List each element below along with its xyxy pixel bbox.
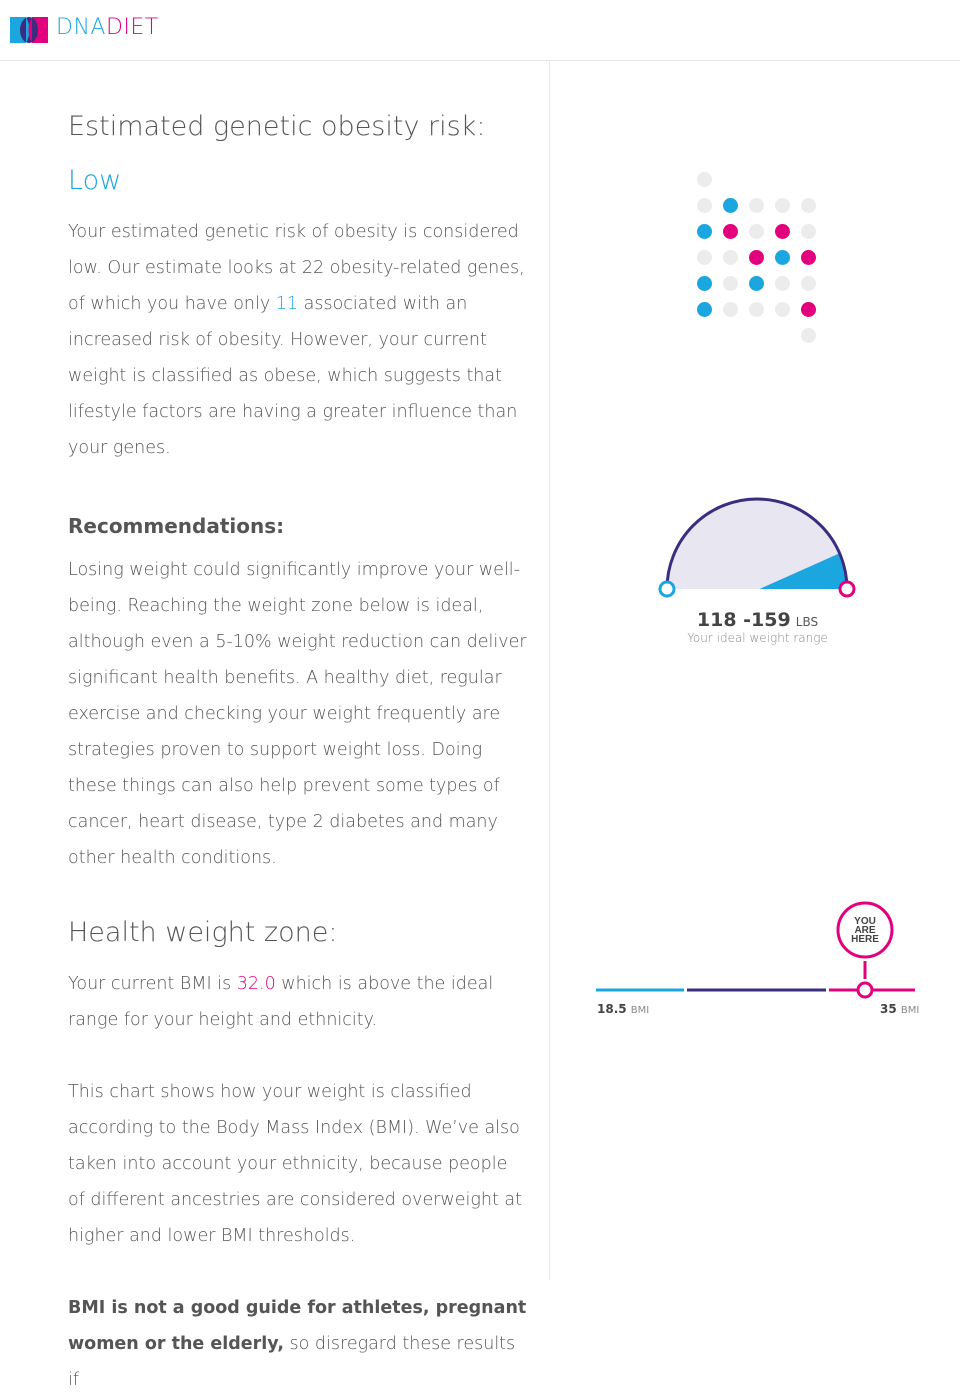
gene-dot [723, 224, 738, 239]
risk-text-1: Your estimated genetic risk of obesity is considered low. Our estimate looks at 22 obesity-related genes, of which you have only [68, 222, 525, 314]
bmi-min-label [597, 1002, 649, 1016]
gene-dot [723, 198, 738, 213]
marker-line-1: YOU [854, 916, 876, 927]
gene-dot [801, 224, 816, 239]
gene-dot [697, 224, 712, 239]
weight-gauge [650, 481, 865, 601]
gene-dot [697, 276, 712, 291]
recommendations-text: Losing weight could significantly improve your well-being. Reaching the weight zone below is ideal, although even a 5-10% weight reduction can deliver significant health benefits. A healthy diet, regular exercise and checking your weight frequently are strategies proven to support weight loss. Doing these things can also help prevent some types of cancer, heart disease, type 2 diabetes and many other health conditions. [68, 560, 527, 868]
gauge-start-marker [660, 582, 674, 596]
bmi-warning [68, 1290, 528, 1398]
gene-dot [749, 302, 764, 317]
gene-dot [775, 250, 790, 265]
gene-dot [801, 250, 816, 265]
ideal-weight-range: 118 -159 [696, 609, 791, 631]
dna-diet-logo-icon[interactable] [10, 17, 48, 43]
logo-text[interactable] [56, 15, 159, 40]
weight-unit: LBS [795, 615, 819, 629]
bmi-text-2: which is above the ideal range for your height and ethnicity. [68, 974, 494, 1030]
gene-dot [697, 302, 712, 317]
bmi-chart-explanation: This chart shows how your weight is classified according to the Body Mass Index (BMI). We’ve also taken into account your ethnicity, because people of different ancestries are considered overweight at higher and lower BMI thresholds. [68, 1082, 522, 1246]
bmi-current-text [68, 966, 528, 1038]
gene-dot [723, 250, 738, 265]
gene-dot [723, 302, 738, 317]
gene-dot [749, 250, 764, 265]
gene-count: 11 [275, 294, 299, 314]
gene-dot [801, 302, 816, 317]
bmi-warning-rest: so disregard these results if [68, 1334, 516, 1390]
risk-heading-prefix: Estimated genetic obesity risk: [68, 111, 486, 142]
left-column [68, 100, 528, 1398]
gene-dot [749, 224, 764, 239]
right-column [550, 61, 960, 1280]
you-are-here-marker [838, 903, 892, 997]
bmi-value: 32.0 [236, 974, 276, 994]
gauge-label [650, 609, 865, 645]
marker-line-3: HERE [851, 934, 879, 945]
gene-dot [775, 276, 790, 291]
gene-dot [749, 198, 764, 213]
gene-dot [697, 250, 712, 265]
logo-diet: DIET [105, 15, 159, 40]
gene-dot [775, 224, 790, 239]
ideal-weight-caption: Your ideal weight range [687, 631, 828, 645]
risk-level: Low [68, 165, 122, 196]
gene-dot [697, 198, 712, 213]
bmi-min-unit: BMI [630, 1005, 650, 1016]
gene-dot [697, 172, 712, 187]
bmi-min-value: 18.5 [597, 1002, 627, 1016]
gene-dot [801, 198, 816, 213]
bmi-text-1: Your current BMI is [68, 974, 237, 994]
logo-dna: DNA [56, 15, 106, 40]
risk-text-2: associated with an increased risk of obesity. However, your current weight is classified as obese, which suggests that lifestyle factors are having a greater influence than your genes. [68, 294, 518, 458]
risk-description [68, 214, 528, 466]
gene-dot [775, 302, 790, 317]
risk-heading [68, 100, 528, 208]
gauge-end-marker [840, 582, 854, 596]
header [0, 0, 960, 61]
gene-dot [723, 276, 738, 291]
bmi-max-label [880, 1002, 919, 1016]
marker-line-2: ARE [854, 925, 876, 936]
bmi-warning-bold: BMI is not a good guide for athletes, pregnant women or the elderly, [68, 1298, 527, 1354]
gene-dot [801, 328, 816, 343]
bmi-scale [590, 897, 930, 1017]
bmi-max-value: 35 [880, 1002, 897, 1016]
gene-dot [749, 276, 764, 291]
recommendations-heading: Recommendations: [68, 514, 285, 538]
zone-heading: Health weight zone: [68, 917, 338, 948]
gene-dot [775, 198, 790, 213]
gene-dot [801, 276, 816, 291]
bmi-max-unit: BMI [900, 1005, 920, 1016]
